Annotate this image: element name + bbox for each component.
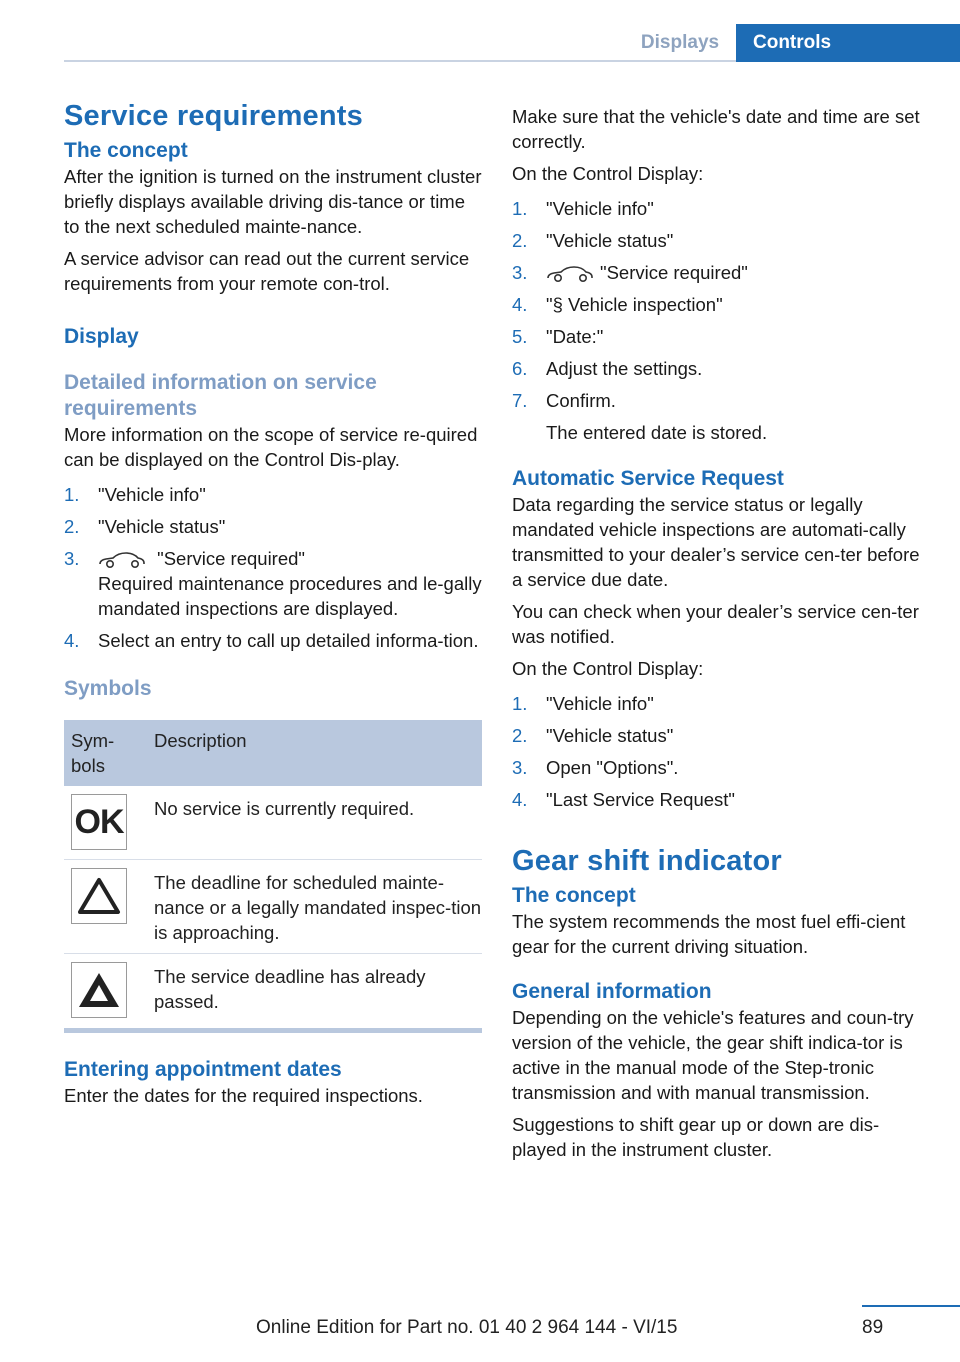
row-description: The service deadline has already passed. [154,966,426,1012]
heading-entering-appointment-dates: Entering appointment dates [64,1058,342,1081]
page-number: 89 [862,1317,884,1338]
step-text: "Date:" [546,326,604,347]
step-text: Select an entry to call up detailed informa-tion. [98,630,479,651]
step-number: 5. [512,326,528,347]
heading-symbols: Symbols [64,677,152,700]
symbols-table [64,720,482,1033]
step-text: "Vehicle info" [98,484,206,505]
on-control-display-2: On the Control Display: [512,658,704,679]
step-number: 1. [64,484,80,505]
heading-the-concept: The concept [64,139,188,162]
step-text: "Vehicle status" [98,516,226,537]
general-paragraph-2: Suggestions to shift gear up or down are dis-played in the instrument cluster. [512,1114,880,1160]
step-text: "§ Vehicle inspection" [546,294,723,315]
table-row [64,786,482,860]
step-number: 1. [512,198,528,219]
step-text: "Vehicle status" [546,230,674,251]
step-text: "Vehicle info" [546,198,654,219]
list-item [512,228,930,253]
right-column [512,104,930,1162]
detail-paragraph: More information on the scope of service re-quired can be displayed on the Control Dis-play. [64,424,478,470]
step-text: "Vehicle info" [546,693,654,714]
car-icon [98,551,146,569]
step-number: 3. [64,548,80,569]
table-row [64,860,482,954]
asr-steps-list [512,691,930,812]
list-item [512,388,930,445]
column-header-symbols: Sym-bols [71,730,115,776]
table-header [64,720,482,786]
list-item [64,628,482,653]
step-number: 1. [512,693,528,714]
list-item [512,723,930,748]
step-subtext: Required maintenance procedures and le-gally mandated inspections are displayed. [98,573,482,619]
list-item [512,196,930,221]
step-number: 3. [512,262,528,283]
header-tab-displays[interactable]: Displays [640,32,720,53]
row-description: No service is currently required. [154,798,415,819]
heading-general-information: General information [512,980,712,1003]
step-number: 6. [512,358,528,379]
list-item [512,260,930,285]
step-text: "Service required" [157,548,305,569]
heading-detailed-information: Detailed information on service requirements [64,371,377,420]
column-header-description: Description [154,730,247,751]
list-item [512,691,930,716]
step-number: 4. [64,630,80,651]
section-title-service-requirements: Service requirements [64,100,363,132]
concept-paragraph-2: A service advisor can read out the current service requirements from your remote con-trol. [64,248,470,294]
step-text: Adjust the settings. [546,358,703,379]
step-text: "Service required" [600,262,748,283]
list-item [512,324,930,349]
detail-steps-list [64,482,482,653]
list-item [64,482,482,507]
list-item [512,755,930,780]
heading-gear-concept: The concept [512,884,636,907]
step-subtext: The entered date is stored. [546,422,768,443]
asr-paragraph-2: You can check when your dealer’s service cen-ter was notified. [512,601,919,647]
date-steps-list [512,196,930,445]
warning-triangle-outline-icon [71,868,127,924]
left-column [64,98,482,1108]
gear-concept-paragraph: The system recommends the most fuel effi-cient gear for the current driving situation. [512,911,906,957]
step-number: 2. [512,230,528,251]
list-item [64,546,482,621]
footer-edition: Online Edition for Part no. 01 40 2 964 144 - VI/15 [256,1317,678,1338]
step-text: "Last Service Request" [546,789,735,810]
step-text: Open "Options". [546,757,679,778]
appointment-paragraph: Enter the dates for the required inspections. [64,1085,423,1106]
date-paragraph: Make sure that the vehicle's date and time are set correctly. [512,106,920,152]
heading-automatic-service-request: Automatic Service Request [512,467,784,490]
table-row [64,954,482,1028]
step-number: 4. [512,294,528,315]
step-text: Confirm. [546,390,616,411]
step-number: 7. [512,390,528,411]
step-number: 4. [512,789,528,810]
list-item [512,292,930,317]
list-item [512,356,930,381]
asr-paragraph-1: Data regarding the service status or legally mandated vehicle inspections are automati-cally transmitted to your dealer’s service cen-ter before a service due date. [512,494,920,590]
ok-symbol [71,794,127,850]
warning-triangle-filled-icon [71,962,127,1018]
on-control-display-1: On the Control Display: [512,163,704,184]
concept-paragraph-1: After the ignition is turned on the instrument cluster briefly displays available driving dis-tance or time to the next scheduled mainte-nance. [64,166,482,237]
row-description: The deadline for scheduled mainte-nance or a legally mandated inspec-tion is approaching. [154,872,482,943]
header-tab-controls[interactable]: Controls [736,24,960,62]
footer-rule [862,1305,960,1307]
ok-icon: OK [74,802,124,841]
general-paragraph-1: Depending on the vehicle's features and coun-try version of the vehicle, the gear shift indica-tor is active in the manual mode of the Step-tronic transmission and with manual transmission. [512,1007,914,1103]
heading-display: Display [64,325,139,348]
step-number: 3. [512,757,528,778]
step-number: 2. [512,725,528,746]
list-item [512,787,930,812]
list-item [64,514,482,539]
step-number: 2. [64,516,80,537]
car-icon [546,265,594,283]
section-title-gear-shift-indicator: Gear shift indicator [512,845,782,877]
step-text: "Vehicle status" [546,725,674,746]
